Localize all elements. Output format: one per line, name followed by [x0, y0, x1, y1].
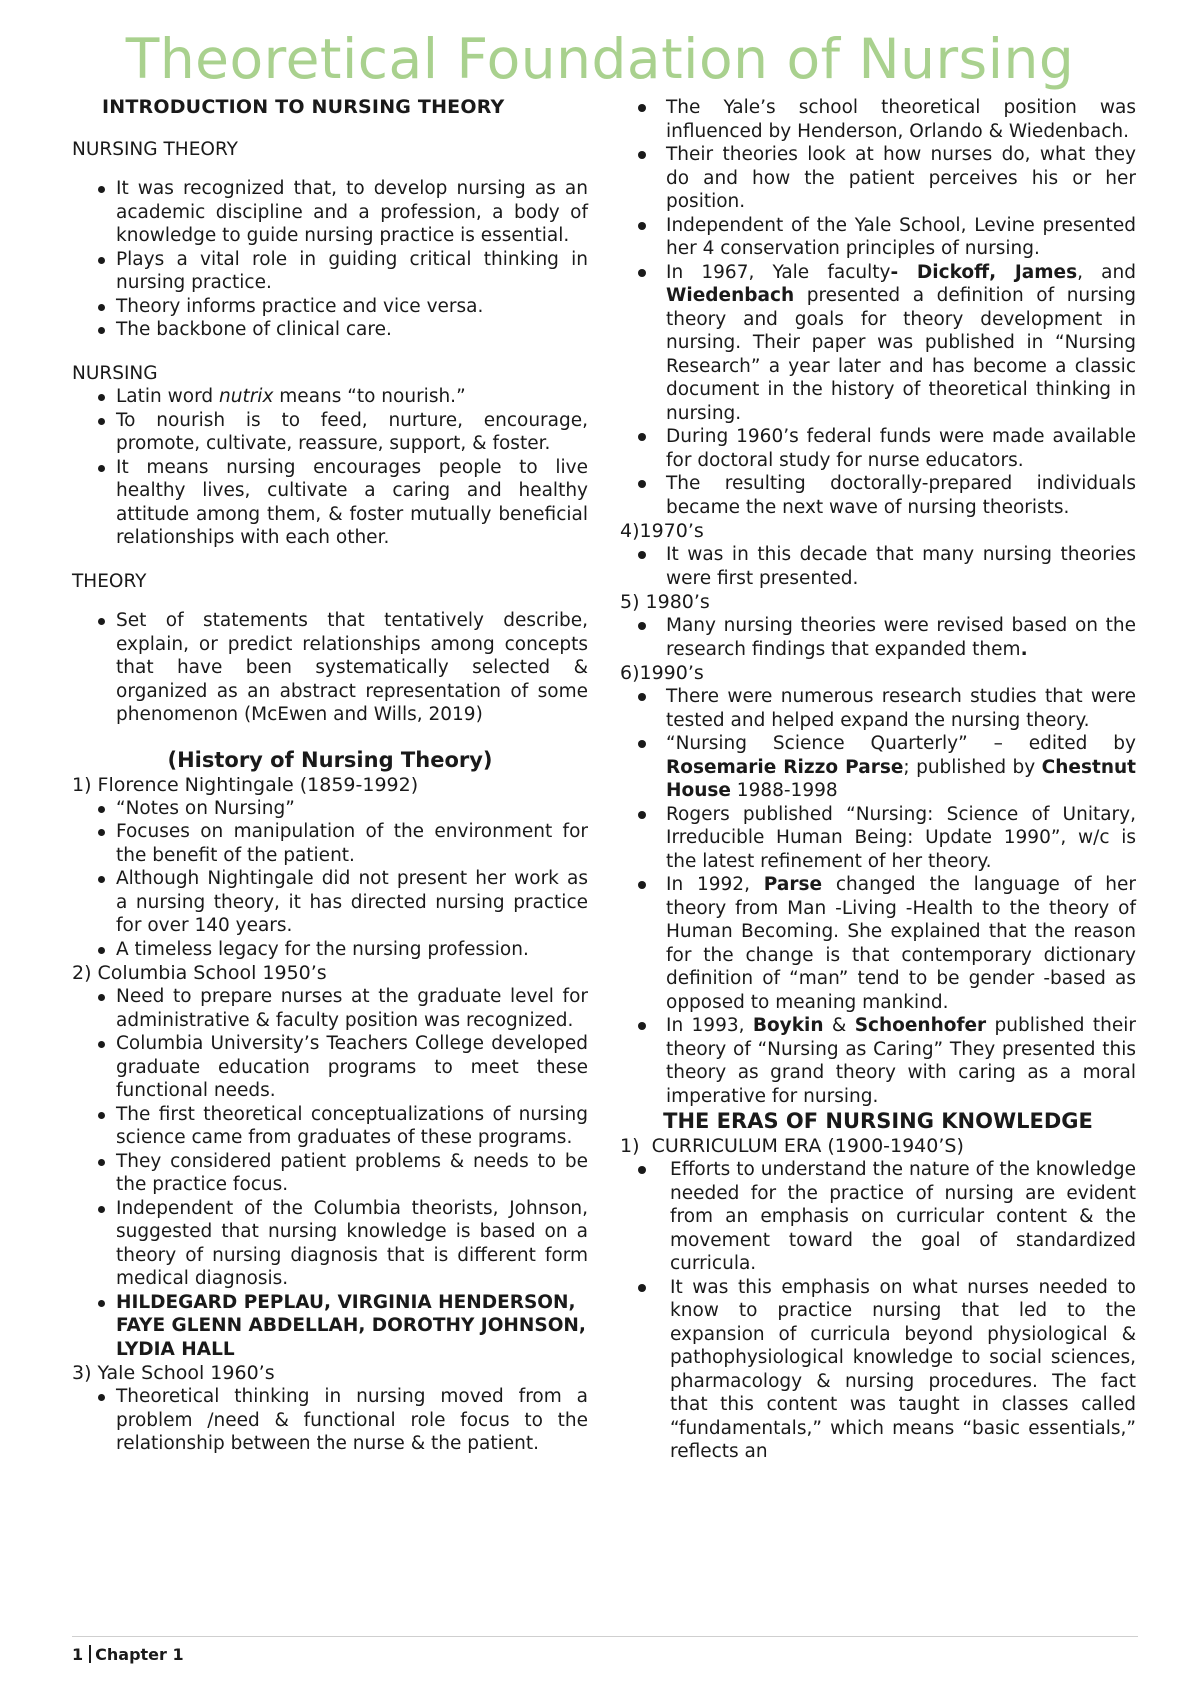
nursing-label: NURSING	[72, 362, 158, 384]
list-item: Independent of the Yale School, Levine presented her 4 conservation principles of nursing.	[620, 214, 1136, 261]
list-item: The resulting doctorally-prepared individuals became the next wave of nursing theorists.	[620, 472, 1136, 519]
list-item: Many nursing theories were revised based on the research findings that expanded them.	[620, 614, 1136, 661]
list-item: A timeless legacy for the nursing profession.	[72, 938, 588, 962]
era-1980-label: 5) 1980’s	[620, 591, 710, 613]
page-footer	[72, 1645, 184, 1664]
list-item: It was this emphasis on what nurses needed to know to practice nursing that led to the expansion of curricula beyond physiological & pathophysiological knowledge to social sciences, pharmacology & nursing procedures. The fact that this content was taught in classes called “fundamentals,” which means “basic essentials,” reflects an	[620, 1276, 1136, 1464]
nightingale-list	[72, 797, 588, 962]
list-item: Theory informs practice and vice versa.	[72, 295, 588, 319]
list-item: Independent of the Columbia theorists, Johnson, suggested that nursing knowledge is based on a theory of nursing diagnosis that is different form medical diagnosis.	[72, 1197, 588, 1291]
left-column	[72, 96, 588, 1456]
list-item: “Nursing Science Quarterly” – edited by Rosemarie Rizzo Parse; published by Chestnut House 1988-1998	[620, 732, 1136, 803]
yale-continued-list	[620, 96, 1136, 519]
list-item: To nourish is to feed, nurture, encourage, promote, cultivate, reassure, support, & foster.	[72, 409, 588, 456]
list-item: Efforts to understand the nature of the knowledge needed for the practice of nursing are evident from an emphasis on curricular content & the movement toward the goal of standardized curricula.	[620, 1158, 1136, 1276]
era-1970-list	[620, 543, 1136, 590]
curriculum-era-label: 1) CURRICULUM ERA (1900-1940’S)	[620, 1135, 964, 1157]
list-item: Their theories look at how nurses do, what they do and how the patient perceives his or her position.	[620, 143, 1136, 214]
list-item: Latin word nutrix means “to nourish.”	[72, 385, 588, 409]
list-item: It was in this decade that many nursing theories were first presented.	[620, 543, 1136, 590]
list-item: In 1993, Boykin & Schoenhofer published their theory of “Nursing as Caring” They presented this theory as grand theory with caring as a moral imperative for nursing.	[620, 1014, 1136, 1108]
footer-divider	[72, 1636, 1138, 1637]
intro-heading: INTRODUCTION TO NURSING THEORY	[102, 96, 505, 118]
list-item: During 1960’s federal funds were made available for doctoral study for nurse educators.	[620, 425, 1136, 472]
page-number: 1	[72, 1645, 84, 1664]
list-item: Although Nightingale did not present her work as a nursing theory, it has directed nursing practice for over 140 years.	[72, 867, 588, 938]
list-item: “Notes on Nursing”	[72, 797, 588, 821]
list-item: HILDEGARD PEPLAU, VIRGINIA HENDERSON, FAYE GLENN ABDELLAH, DOROTHY JOHNSON, LYDIA HALL	[72, 1291, 588, 1362]
era-1990-label: 6)1990’s	[620, 662, 704, 684]
chapter-label: Chapter 1	[95, 1645, 184, 1664]
list-item: The backbone of clinical care.	[72, 318, 588, 342]
columbia-label: 2) Columbia School 1950’s	[72, 962, 327, 984]
yale-list	[72, 1385, 588, 1456]
theory-list	[72, 609, 588, 727]
era-1970-label: 4)1970’s	[620, 520, 704, 542]
list-item: Set of statements that tentatively describe, explain, or predict relationships among concepts that have been systematically selected & organized as an abstract representation of some phenomenon (McEwen and Wills, 2019)	[72, 609, 588, 727]
nightingale-label: 1) Florence Nightingale (1859-1992)	[72, 773, 419, 796]
curriculum-era-list	[620, 1158, 1136, 1464]
list-item: Focuses on manipulation of the environment for the benefit of the patient.	[72, 820, 588, 867]
right-column	[620, 96, 1136, 1464]
list-item: There were numerous research studies that were tested and helped expand the nursing theory.	[620, 685, 1136, 732]
list-item: Columbia University’s Teachers College developed graduate education programs to meet these functional needs.	[72, 1032, 588, 1103]
list-item: They considered patient problems & needs to be the practice focus.	[72, 1150, 588, 1197]
document-title: Theoretical Foundation of Nursing	[125, 27, 1075, 91]
era-1980-list	[620, 614, 1136, 661]
yale-label: 3) Yale School 1960’s	[72, 1362, 275, 1384]
footer-separator	[89, 1645, 91, 1663]
era-1990-list	[620, 685, 1136, 1108]
columbia-list	[72, 985, 588, 1361]
theory-label: THEORY	[72, 570, 147, 592]
nursing-theory-label: NURSING THEORY	[72, 138, 238, 160]
list-item: The first theoretical conceptualizations of nursing science came from graduates of these programs.	[72, 1103, 588, 1150]
list-item: Plays a vital role in guiding critical thinking in nursing practice.	[72, 248, 588, 295]
list-item: Rogers published “Nursing: Science of Unitary, Irreducible Human Being: Update 1990”, w/c is the latest refinement of her theory.	[620, 803, 1136, 874]
nursing-theory-list	[72, 177, 588, 342]
list-item: In 1992, Parse changed the language of her theory from Man -Living -Health to the theory of Human Becoming. She explained that the reason for the change is that contemporary dictionary definition of “man” tend to be gender -based as opposed to meaning mankind.	[620, 873, 1136, 1014]
list-item: It means nursing encourages people to live healthy lives, cultivate a caring and healthy attitude among them, & foster mutually beneficial relationships with each other.	[72, 456, 588, 550]
history-heading: (History of Nursing Theory)	[167, 747, 493, 772]
eras-heading: THE ERAS OF NURSING KNOWLEDGE	[663, 1109, 1093, 1133]
nursing-list	[72, 385, 588, 550]
list-item: It was recognized that, to develop nursing as an academic discipline and a profession, a body of knowledge to guide nursing practice is essential.	[72, 177, 588, 248]
list-item: Need to prepare nurses at the graduate level for administrative & faculty position was recognized.	[72, 985, 588, 1032]
list-item: In 1967, Yale faculty- Dickoff, James, and Wiedenbach presented a definition of nursing theory and goals for theory development in nursing. Their paper was published in “Nursing Research” a year later and has become a classic document in the history of theoretical thinking in nursing.	[620, 261, 1136, 426]
list-item: The Yale’s school theoretical position was influenced by Henderson, Orlando & Wiedenbach.	[620, 96, 1136, 143]
list-item: Theoretical thinking in nursing moved from a problem /need & functional role focus to the relationship between the nurse & the patient.	[72, 1385, 588, 1456]
